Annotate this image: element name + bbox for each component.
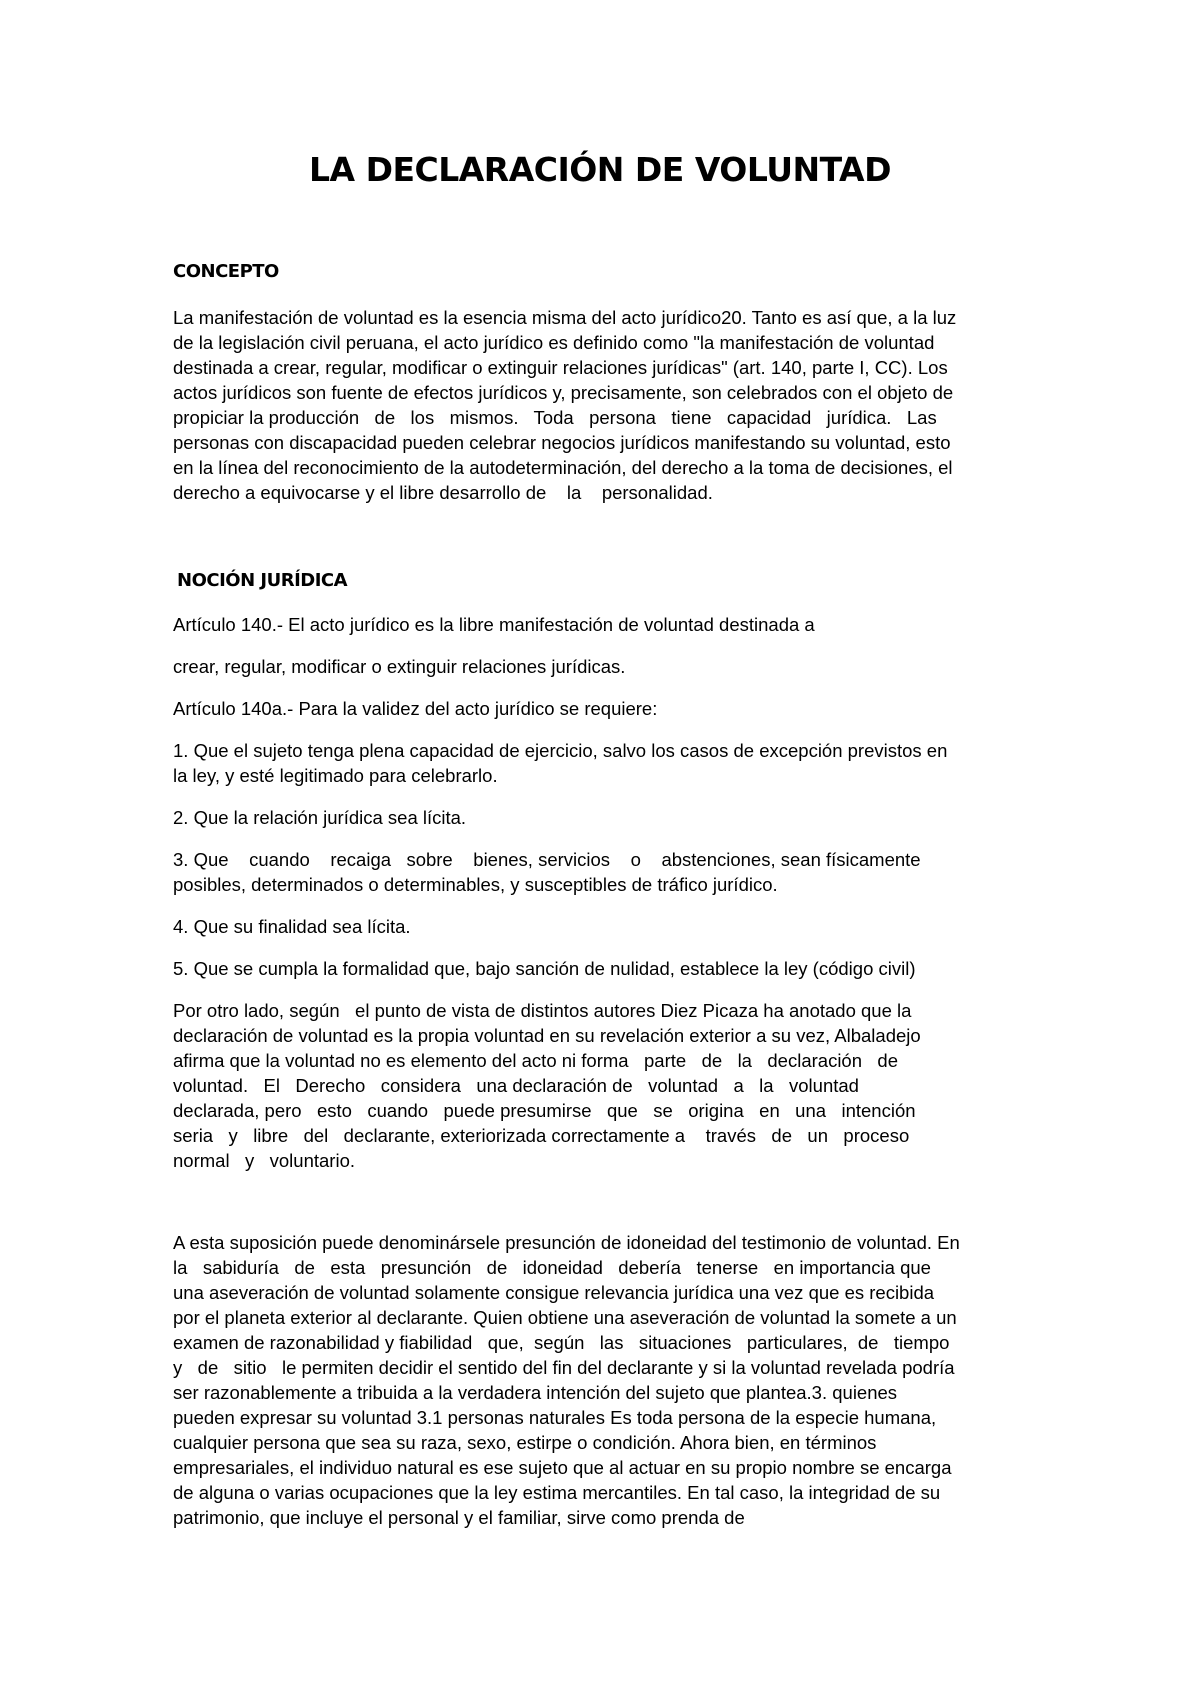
- paragraph-line: personas con discapacidad pueden celebrar negocios jurídicos manifestando su voluntad, esto: [173, 432, 951, 453]
- paragraph-line: de alguna o varias ocupaciones que la ley estima mercantiles. En tal caso, la integridad de su: [173, 1482, 941, 1503]
- paragraph-line: por el planeta exterior al declarante. Quien obtiene una aseveración de voluntad la somete a un: [173, 1307, 957, 1328]
- paragraph-line: A esta suposición puede denominársele presunción de idoneidad del testimonio de voluntad. En: [173, 1232, 960, 1253]
- list-item-2: 2. Que la relación jurídica sea lícita.: [173, 807, 467, 828]
- paragraph-line: empresariales, el individuo natural es ese sujeto que al actuar en su propio nombre se encarga: [173, 1457, 952, 1478]
- section-heading-nocion-juridica: NOCIÓN JURÍDICA: [177, 570, 348, 591]
- paragraph-line: normal y voluntario.: [173, 1150, 355, 1171]
- list-item-3-cont: posibles, determinados o determinables, y susceptibles de tráfico jurídico.: [173, 874, 778, 895]
- paragraph-line: Por otro lado, según el punto de vista de distintos autores Diez Picaza ha anotado que la: [173, 1000, 912, 1021]
- paragraph-line: ser razonablemente a tribuida a la verdadera intención del sujeto que plantea.3. quienes: [173, 1382, 898, 1403]
- article-140a-text: Artículo 140a.- Para la validez del acto jurídico se requiere:: [173, 698, 658, 719]
- paragraph-line: destinada a crear, regular, modificar o extinguir relaciones jurídicas" (art. 140, parte I, CC). Los: [173, 357, 948, 378]
- paragraph-line: y de sitio le permiten decidir el sentido del fin del declarante y si la voluntad revelada podría: [173, 1357, 955, 1378]
- paragraph-line: voluntad. El Derecho considera una declaración de voluntad a la voluntad: [173, 1075, 859, 1096]
- paragraph-line: La manifestación de voluntad es la esencia misma del acto jurídico20. Tanto es así que, a la luz: [173, 307, 957, 328]
- paragraph-line: en la línea del reconocimiento de la autodeterminación, del derecho a la toma de decisiones, el: [173, 457, 953, 478]
- list-item-4: 4. Que su finalidad sea lícita.: [173, 916, 411, 937]
- paragraph-line: afirma que la voluntad no es elemento del acto ni forma parte de la declaración de: [173, 1050, 899, 1071]
- list-item-1: 1. Que el sujeto tenga plena capacidad de ejercicio, salvo los casos de excepción previstos en: [173, 740, 948, 761]
- document-title: LA DECLARACIÓN DE VOLUNTAD: [309, 150, 891, 189]
- article-140-text: Artículo 140.- El acto jurídico es la libre manifestación de voluntad destinada a: [173, 614, 815, 635]
- paragraph-line: derecho a equivocarse y el libre desarrollo de la personalidad.: [173, 482, 713, 503]
- paragraph-line: pueden expresar su voluntad 3.1 personas naturales Es toda persona de la especie humana,: [173, 1407, 937, 1428]
- paragraph-line: cualquier persona que sea su raza, sexo, estirpe o condición. Ahora bien, en términos: [173, 1432, 877, 1453]
- paragraph-line: seria y libre del declarante, exteriorizada correctamente a través de un proceso: [173, 1125, 910, 1146]
- list-item-1-cont: la ley, y esté legitimado para celebrarlo.: [173, 765, 498, 786]
- paragraph-line: examen de razonabilidad y fiabilidad que, según las situaciones particulares, de tiempo: [173, 1332, 950, 1353]
- paragraph-line: declaración de voluntad es la propia voluntad en su revelación exterior a su vez, Albaladejo: [173, 1025, 921, 1046]
- section-heading-concepto: CONCEPTO: [173, 261, 279, 282]
- article-140-text-cont: crear, regular, modificar o extinguir relaciones jurídicas.: [173, 656, 626, 677]
- list-item-3: 3. Que cuando recaiga sobre bienes, servicios o abstenciones, sean físicamente: [173, 849, 921, 870]
- paragraph-line: la sabiduría de esta presunción de idoneidad debería tenerse en importancia que: [173, 1257, 931, 1278]
- paragraph-line: propiciar la producción de los mismos. Toda persona tiene capacidad jurídica. Las: [173, 407, 937, 428]
- paragraph-line: de la legislación civil peruana, el acto jurídico es definido como "la manifestación de voluntad: [173, 332, 935, 353]
- paragraph-line: declarada, pero esto cuando puede presumirse que se origina en una intención: [173, 1100, 916, 1121]
- paragraph-line: una aseveración de voluntad solamente consigue relevancia jurídica una vez que es recibida: [173, 1282, 935, 1303]
- paragraph-line: actos jurídicos son fuente de efectos jurídicos y, precisamente, son celebrados con el objeto de: [173, 382, 954, 403]
- paragraph-line: patrimonio, que incluye el personal y el familiar, sirve como prenda de: [173, 1507, 745, 1528]
- list-item-5: 5. Que se cumpla la formalidad que, bajo sanción de nulidad, establece la ley (código civil): [173, 958, 916, 979]
